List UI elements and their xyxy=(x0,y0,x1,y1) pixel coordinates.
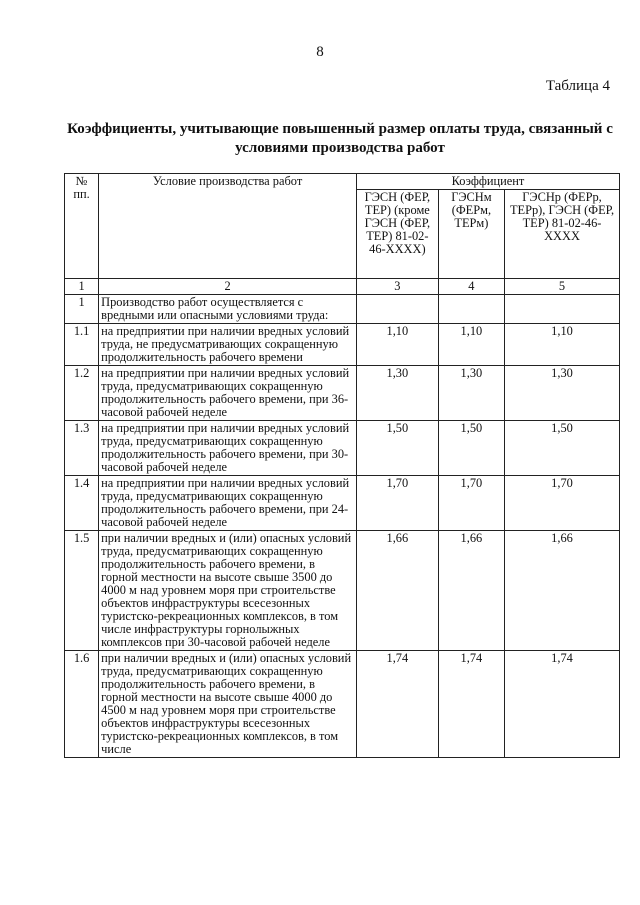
row-number: 1.3 xyxy=(65,421,99,476)
table-row xyxy=(65,531,620,651)
table-row xyxy=(65,421,620,476)
page-number: 8 xyxy=(316,44,324,60)
row-number: 1.2 xyxy=(65,366,99,421)
header-row xyxy=(65,174,620,190)
row-coef-col3 xyxy=(356,295,438,324)
table-row xyxy=(65,651,620,758)
header-coefficient: Коэффициент xyxy=(356,174,619,190)
table-title: Коэффициенты, учитывающие повышенный размер оплаты труда, связанный с условиями производства работ xyxy=(67,121,613,156)
table-row xyxy=(65,324,620,366)
row-coef-col4 xyxy=(438,295,504,324)
row-coef-col3: 1,74 xyxy=(356,651,438,758)
table-row xyxy=(65,295,620,324)
row-coef-col3: 1,10 xyxy=(356,324,438,366)
index-cell: 1 xyxy=(65,279,99,295)
row-coef-col5 xyxy=(505,295,620,324)
index-cell: 4 xyxy=(438,279,504,295)
row-number: 1.5 xyxy=(65,531,99,651)
row-number: 1.6 xyxy=(65,651,99,758)
row-coef-col3: 1,50 xyxy=(356,421,438,476)
row-coef-col3: 1,30 xyxy=(356,366,438,421)
row-coef-col5: 1,70 xyxy=(505,476,620,531)
row-condition: при наличии вредных и (или) опасных условий труда, предусматривающих сокращенную продолжительность рабочего времени, в горной местности на высоте свыше 4000 до 4500 м над уровнем моря при строительстве объектов инфраструктуры всесезонных туристско-рекреационных комплексов, в том числе xyxy=(99,651,357,758)
row-coef-col5: 1,74 xyxy=(505,651,620,758)
header-no: № пп. xyxy=(65,174,99,279)
index-row xyxy=(65,279,620,295)
row-coef-col4: 1,10 xyxy=(438,324,504,366)
row-coef-col3: 1,70 xyxy=(356,476,438,531)
row-number: 1.4 xyxy=(65,476,99,531)
row-condition: на предприятии при наличии вредных условий труда, не предусматривающих сокращенную продолжительность рабочего времени xyxy=(99,324,357,366)
row-coef-col4: 1,66 xyxy=(438,531,504,651)
table-label: Таблица 4 xyxy=(545,78,610,94)
row-coef-col4: 1,50 xyxy=(438,421,504,476)
row-coef-col5: 1,66 xyxy=(505,531,620,651)
row-coef-col3: 1,66 xyxy=(356,531,438,651)
header-col3: ГЭСН (ФЕР, ТЕР) (кроме ГЭСН (ФЕР, ТЕР) 81-02-46-XXXX) xyxy=(356,190,438,279)
row-condition: при наличии вредных и (или) опасных условий труда, предусматривающих сокращенную продолжительность рабочего времени, в горной местности на высоте свыше 3500 до 4000 м над уровнем моря при строительстве объектов инфраструктуры всесезонных туристско-рекреационных комплексов, в том числе инфраструктуры горнолыжных комплексов при 30-часовой рабочей неделе xyxy=(99,531,357,651)
header-col5: ГЭСНр (ФЕРр, ТЕРр), ГЭСН (ФЕР, ТЕР) 81-02-46-XXXX xyxy=(505,190,620,279)
row-coef-col4: 1,30 xyxy=(438,366,504,421)
header-col4: ГЭСНм (ФЕРм, ТЕРм) xyxy=(438,190,504,279)
index-cell: 5 xyxy=(505,279,620,295)
row-condition: Производство работ осуществляется с вредными или опасными условиями труда: xyxy=(99,295,357,324)
row-condition: на предприятии при наличии вредных условий труда, предусматривающих сокращенную продолжительность рабочего времени, при 30-часовой рабочей неделе xyxy=(99,421,357,476)
table-row xyxy=(65,366,620,421)
header-condition: Условие производства работ xyxy=(99,174,357,279)
row-coef-col5: 1,30 xyxy=(505,366,620,421)
row-coef-col5: 1,50 xyxy=(505,421,620,476)
row-coef-col4: 1,70 xyxy=(438,476,504,531)
index-cell: 2 xyxy=(99,279,357,295)
row-number: 1 xyxy=(65,295,99,324)
table-row xyxy=(65,476,620,531)
row-condition: на предприятии при наличии вредных условий труда, предусматривающих сокращенную продолжительность рабочего времени, при 36-часовой рабочей неделе xyxy=(99,366,357,421)
row-coef-col5: 1,10 xyxy=(505,324,620,366)
row-number: 1.1 xyxy=(65,324,99,366)
index-cell: 3 xyxy=(356,279,438,295)
row-condition: на предприятии при наличии вредных условий труда, предусматривающих сокращенную продолжительность рабочего времени, при 24-часовой рабочей неделе xyxy=(99,476,357,531)
coefficients-table xyxy=(64,173,620,758)
row-coef-col4: 1,74 xyxy=(438,651,504,758)
